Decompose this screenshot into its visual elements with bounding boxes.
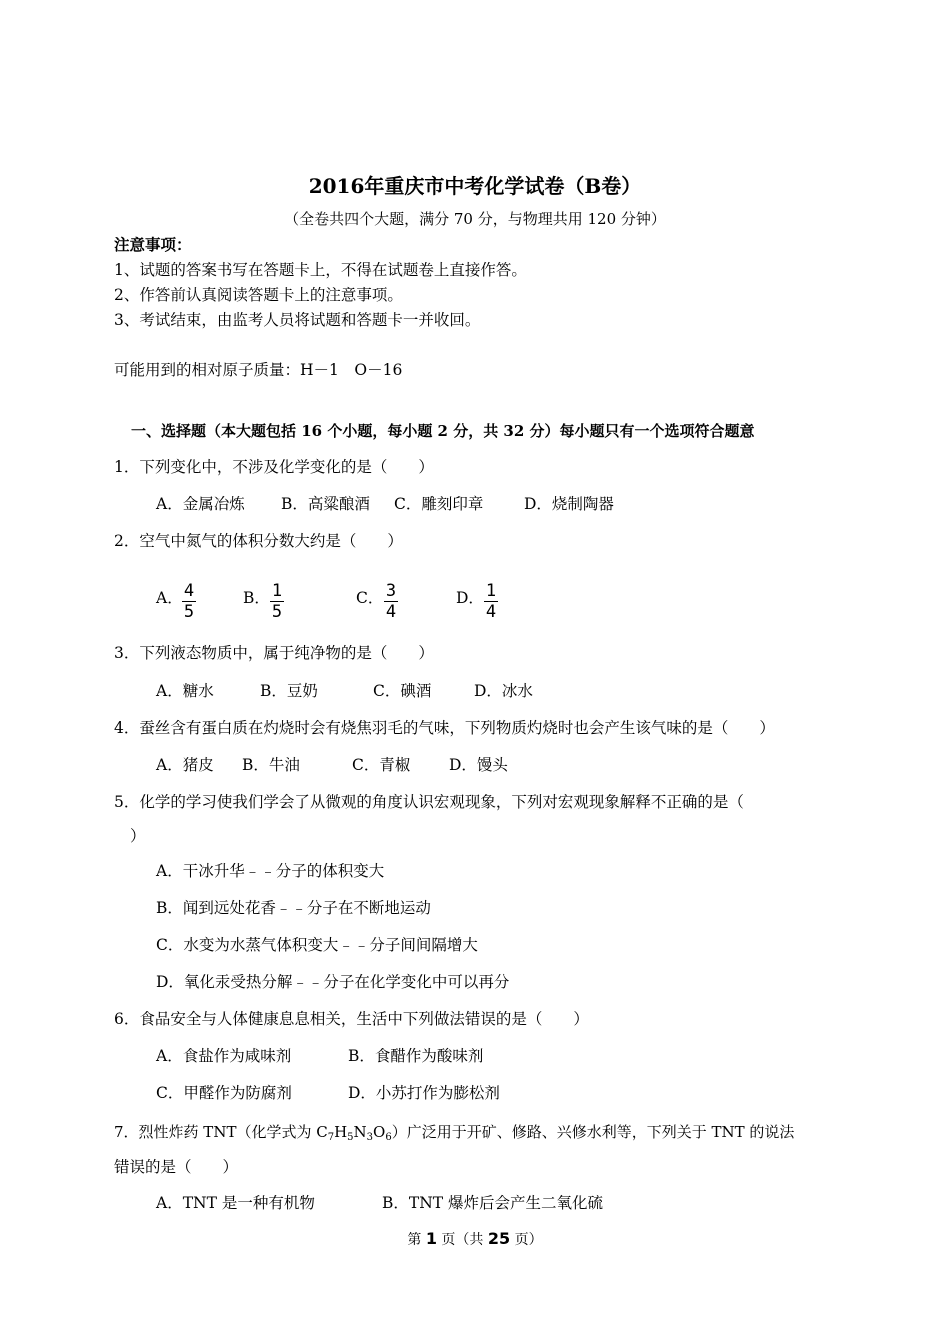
footer-mid: 页（共	[436, 1232, 488, 1248]
q3-option-c: C．碘酒	[373, 682, 432, 700]
q1-option-a: A．金属冶炼	[156, 495, 245, 513]
q4-option-b: B．牛油	[242, 756, 300, 774]
q7-elem-h: H	[334, 1123, 348, 1141]
page-footer	[0, 1229, 950, 1249]
q7-option-b: B．TNT 爆炸后会产生二氧化硫	[382, 1194, 604, 1212]
q1-option-d: D．烧制陶器	[524, 495, 614, 513]
note-item: 3、考试结束，由监考人员将试题和答题卡一并收回。	[114, 311, 481, 329]
page-title: 2016年重庆市中考化学试卷（B卷）	[308, 174, 642, 198]
question-4-stem: 4．蚕丝含有蛋白质在灼烧时会有烧焦羽毛的气味，下列物质灼烧时也会产生该气味的是（ ）	[114, 719, 775, 737]
footer-post: 页）	[510, 1232, 543, 1248]
exam-info: （全卷共四个大题，满分 70 分，与物理共用 120 分钟）	[284, 210, 666, 228]
question-7-stem	[114, 1122, 794, 1142]
q1-option-b: B．高粱酿酒	[281, 495, 370, 513]
question-5-stem: 5．化学的学习使我们学会了从微观的角度认识宏观现象，下列对宏观现象解释不正确的是（	[114, 793, 744, 811]
question-1-stem: 1．下列变化中，不涉及化学变化的是（ ）	[114, 458, 434, 476]
q5-option-c: C．水变为水蒸气体积变大﹣﹣分子间间隔增大	[156, 936, 478, 954]
q7-sub-o: 6	[385, 1132, 392, 1143]
question-5-stem-tail: ）	[130, 827, 146, 845]
q7-elem-o: O	[373, 1123, 386, 1141]
q6-option-a: A．食盐作为咸味剂	[156, 1047, 292, 1065]
q2-option-b-label: B．	[243, 589, 270, 607]
q7-sub-n: 3	[366, 1132, 374, 1143]
atomic-mass-line: 可能用到的相对原子质量：H－1 O－16	[114, 361, 403, 379]
question-2-stem: 2．空气中氮气的体积分数大约是（ ）	[114, 532, 403, 550]
q7-stem-post: ）广泛用于开矿、修路、兴修水利等，下列关于 TNT 的说法	[391, 1123, 795, 1141]
fraction-denominator: 5	[183, 602, 195, 622]
q2-option-c-fraction	[384, 582, 398, 621]
q1-option-c: C．雕刻印章	[394, 495, 484, 513]
q4-option-a: A．猪皮	[156, 756, 214, 774]
fraction-numerator: 1	[485, 581, 497, 601]
q2-option-b-fraction	[270, 582, 284, 621]
fraction-numerator: 3	[385, 581, 397, 601]
q2-option-c-label: C．	[356, 589, 384, 607]
q3-option-d: D．冰水	[474, 682, 533, 700]
q2-option-d-label: D．	[456, 589, 484, 607]
q7-sub-h: 5	[347, 1132, 354, 1143]
q7-stem-pre: 7．烈性炸药 TNT（化学式为 C	[114, 1123, 328, 1141]
q5-option-b: B．闻到远处花香﹣﹣分子在不断地运动	[156, 899, 431, 917]
question-7-stem-line2: 错误的是（ ）	[114, 1158, 239, 1176]
fraction-numerator: 4	[183, 581, 195, 601]
q5-option-a: A．干冰升华﹣﹣分子的体积变大	[156, 862, 385, 880]
notes-heading: 注意事项：	[114, 235, 192, 254]
q3-option-b: B．豆奶	[260, 682, 318, 700]
question-6-stem: 6．食品安全与人体健康息息相关，生活中下列做法错误的是（ ）	[114, 1010, 589, 1028]
q2-option-a-label: A．	[156, 589, 183, 607]
section-heading: 一、选择题（本大题包括 16 个小题，每小题 2 分，共 32 分）每小题只有一个选项符合题意	[131, 422, 755, 440]
footer-pre: 第	[407, 1232, 426, 1248]
q5-option-d: D．氧化汞受热分解﹣﹣分子在化学变化中可以再分	[156, 973, 510, 991]
q2-option-a-fraction	[182, 582, 196, 621]
q3-option-a: A．糖水	[156, 682, 214, 700]
question-3-stem: 3．下列液态物质中，属于纯净物的是（ ）	[114, 644, 434, 662]
q6-option-c: C．甲醛作为防腐剂	[156, 1084, 292, 1102]
q7-option-a: A．TNT 是一种有机物	[156, 1194, 315, 1212]
fraction-numerator: 1	[271, 581, 283, 601]
note-item: 1、试题的答案书写在答题卡上，不得在试题卷上直接作答。	[114, 261, 527, 279]
q7-sub-c: 7	[327, 1132, 335, 1143]
fraction-denominator: 4	[385, 602, 397, 622]
current-page-number: 1	[425, 1229, 437, 1248]
q4-option-d: D．馒头	[449, 756, 508, 774]
q4-option-c: C．青椒	[352, 756, 411, 774]
note-item: 2、作答前认真阅读答题卡上的注意事项。	[114, 286, 403, 304]
q7-elem-n: N	[353, 1123, 367, 1141]
q6-option-b: B．食醋作为酸味剂	[348, 1047, 484, 1065]
total-page-count: 25	[487, 1229, 511, 1248]
fraction-denominator: 4	[485, 602, 497, 622]
q2-option-d-fraction	[484, 582, 498, 621]
fraction-denominator: 5	[271, 602, 283, 622]
q6-option-d: D．小苏打作为膨松剂	[348, 1084, 500, 1102]
